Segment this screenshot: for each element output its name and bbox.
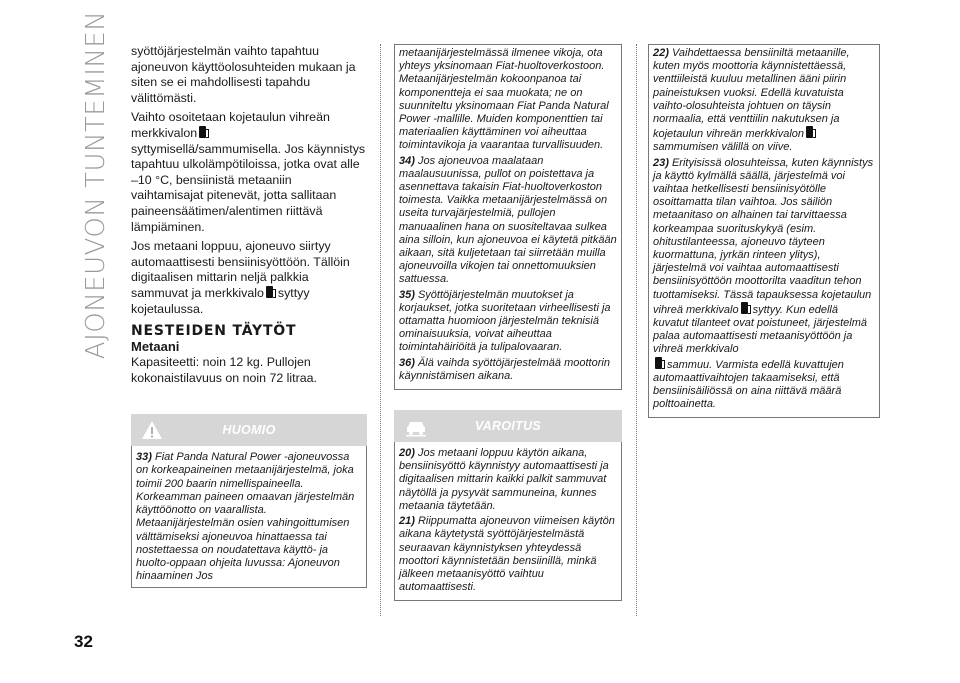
text: Fiat Panda Natural Power -ajoneuvossa on korkeapaineinen metaanijärjestelmä, joka toimii 200 baarin nimellispaineella. Korkeamman paineen omaavan järjestelmän käyttöönotto on vaarallista. Metaanijärjestelmän osien vahingoittumisen välttämiseksi ajoneuvoa hinattaessa tai nostettaessa on noudatettava käyttö- ja huolto-oppaan ohjeita luvussa: Ajoneuvon hinaaminen Jos [136,451,355,583]
text: Älä vaihda syöttöjärjestelmää moottorin käynnistämisen aikana. [399,356,610,382]
note-number: 20) [399,447,415,460]
fuel-pump-icon [266,286,276,298]
text: Riippumatta ajoneuvon viimeisen käytön aikana käytetystä syöttöjärjestelmästä seuraavan käynnistyksen yhteydessä moottori käynnistetään bensiinillä, minkä jälkeen metaanisyöttö vaihtuu automaattisesti. [399,515,615,594]
column-divider-2 [636,44,637,616]
note-item [399,289,617,355]
text: Vaihdettaessa bensiiniltä metaanille, kuten myös moottoria käynnistettäessä, venttiileistä kuuluu metallinen ääni piirin paineistuksen vuoksi. Edellä kuvatuista vaihto-olosuhteista johtuen on täysin normaalia, että venttiilin nakutuksen ja kojetaulun vihreän merkkivalon [653,47,850,141]
text: Vaihto osoitetaan kojetaulun vihreän merkkivalon [131,110,330,140]
note-item [653,47,875,155]
text: Erityisissä olosuhteissa, kuten käynnistys ja käyttö kylmällä säällä, järjestelmä voi vaihtaa hetkellisesti bensiinisyötölle osoittamatta tilan vaihtoa. Jos säiliön metaanitaso on alhainen tai tarvittaessa korkeampaa suorituskykyä (esim. ohitustilanteessa, ajoneuvo täyteen kuormattuna, jyrkän rinteen ylitys), järjestelmä voi vaihtaa automaattisesti bensiinisyöttöön moottorilta vaaditun tehon tuottamiseksi. Tässä tapauksessa kojetaulun vihreä merkkivalo [653,156,874,316]
chapter-title-text: AJONEUVON TUNTEMINEN [81,10,111,360]
note-text [136,451,362,583]
note-header [131,414,367,446]
text: syttyy kojetaulussa. [131,285,310,316]
note-item [399,447,617,513]
page-number: 32 [74,632,93,651]
note-number: 22) [653,47,669,59]
warning-label: VAROITUS [474,419,542,434]
note-text: metaanijärjestelmässä ilmenee vikoja, ota yhteys yksinomaan Fiat-huoltoverkostoon. Metaanijärjestelmän kokoonpanoa tai komponentteja ei saa muokata; ne on suunniteltu yksinomaan Fiat Panda Natural Power -mallille. Muiden komponenttien tai materiaalien käyttäminen voi aiheuttaa toimintavikoja ja vaarantaa turvallisuuden. [399,47,609,152]
note-item [399,155,617,287]
section-heading: NESTEIDEN TÄYTÖT [131,323,297,340]
text: Syöttöjärjestelmän muutokset ja korjaukset, jotka suoritetaan virheellisesti ja ottamatta huomioon järjestelmän teknisiä ominaisuuksia, voivat aiheuttaa toimintahäiriöitä ja tulipalovaaran. [399,288,611,354]
note-item [653,157,875,412]
paragraph [131,239,367,317]
car-lift-icon [404,415,428,437]
note-box [131,446,367,588]
column-divider-1 [380,44,381,616]
text: sammumisen välillä on viive. [653,141,793,154]
column-2 [394,44,622,601]
chapter-title-vertical [76,10,116,360]
note-label: HUOMIO [222,423,276,438]
warning-box-continued [648,44,880,418]
text: Jos metaani loppuu, ajoneuvo siirtyy automaattisesti bensiinisyöttöön. Tällöin digitaalisen mittarin neljä palkkia sammuvat ja merkkivalo [131,239,350,300]
paragraph: Kapasiteetti: noin 12 kg. Pullojen kokonaistilavuus on noin 72 litraa. [131,355,317,385]
paragraph: syöttöjärjestelmän vaihto tapahtuu ajoneuvon käyttöolosuhteiden mukaan ja siten se ei mahdollisesti tapahdu välittömästi. [131,44,356,105]
note-number: 33) [136,451,152,464]
text: syttyy. Kun edellä kuvatut tilanteet ovat poistuneet, järjestelmä palaa automaattisesti metaanisyöttöön ja vihreä merkkivalo [653,303,868,356]
column-1 [131,44,367,588]
note-number: 23) [653,156,669,169]
text: sammuu. Varmista edellä kuvattujen automaattivaihtojen takaamiseksi, että bensiinisäiliössä on aina riittävä määrä polttoainetta. [653,358,844,411]
note-number: 36) [399,356,415,369]
note-item [399,515,617,594]
column-3 [648,44,880,418]
note-item [399,357,617,383]
text: syttymisellä/sammumisella. Jos käynnistys tapahtuu ulkolämpötiloissa, jotka ovat alle –10 °C, bensiinistä metaaniin vaihtamisajat pitenevät, jotta sallitaan paineensäätimen/alentimen riittävä lämpiäminen. [131,141,366,234]
warning-header [394,410,622,442]
subsection-heading: Metaani [131,339,180,355]
fuel-pump-icon [741,302,751,314]
paragraph [131,110,367,235]
note-number: 35) [399,288,415,301]
fuel-pump-icon [806,126,816,138]
note-number: 21) [399,515,415,528]
text: Jos metaani loppuu käytön aikana, bensiinisyöttö käynnistyy automaattisesti ja digitaalisen mittarin kaikki palkit sammuvat näytöllä ja pysyvät sammuneina, kunnes metaania täytetään. [399,447,609,512]
fuel-pump-icon [655,357,665,369]
text: Jos ajoneuvoa maalataan maalausuunissa, pullot on poistettava ja asennettava takaisin Fiat-huoltoverkoston toimesta. Vaikka metaanijärjestelmässä on useita turvajärjestelmiä, pullojen manuaalinen hana on suositeltavaa sulkea aina silloin, kun ajoneuvoa ei käytetä pitkään aikaan, sitä kuljetetaan tai siirretään muilla ajoneuvoilla vikojen tai onnettomuuksien sattuessa. [399,154,617,286]
note-box-continued [394,44,622,390]
fuel-pump-icon [199,126,209,138]
warning-triangle-icon [141,419,163,441]
note-number: 34) [399,154,415,167]
warning-box [394,442,622,601]
